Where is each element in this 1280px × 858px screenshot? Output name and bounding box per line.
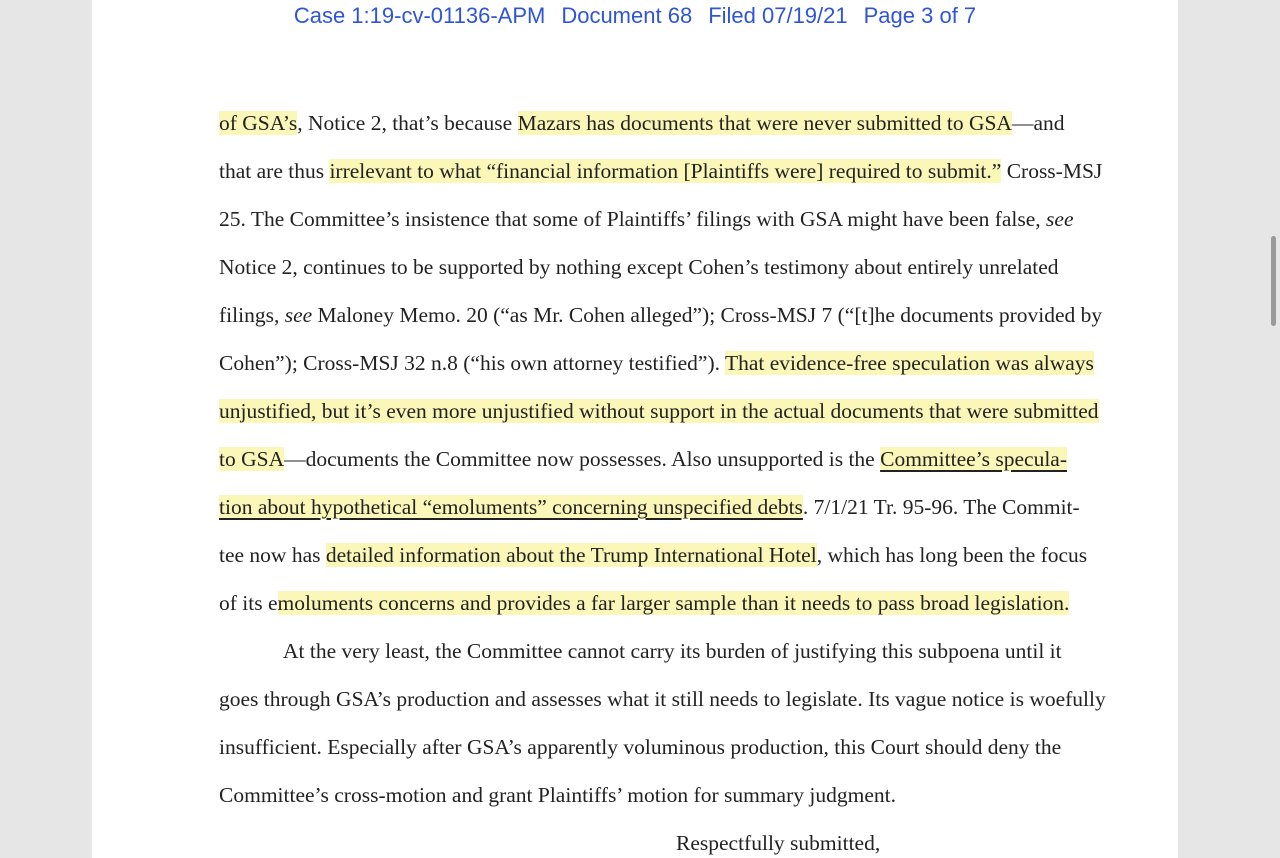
document-page <box>92 0 1178 858</box>
text-line <box>219 730 1062 764</box>
highlighted-text: to GSA <box>219 447 285 471</box>
italic-signal: see <box>284 303 313 327</box>
page-number: Page 3 of 7 <box>863 3 977 28</box>
signature-block: Respectfully submitted, <box>676 831 881 855</box>
text-line <box>219 346 1094 380</box>
text-line <box>219 298 1103 332</box>
text-segment: Notice 2, continues to be supported by nothing except Cohen’s testimony about entirely unrelated <box>219 255 1059 279</box>
text-segment: that are thus <box>219 159 330 183</box>
document-number: Document 68 <box>561 3 693 28</box>
text-segment: tee now has <box>219 543 326 567</box>
filed-date: Filed 07/19/21 <box>708 3 848 28</box>
text-segment: goes through GSA’s production and assesses what it still needs to legislate. Its vague notice is woefully <box>219 687 1106 711</box>
highlighted-text: irrelevant to what “financial information [Plaintiffs were] required to submit.” <box>329 159 1002 183</box>
text-segment: 25. The Committee’s insistence that some of Plaintiffs’ filings with GSA might have been false, <box>219 207 1047 231</box>
text-segment: —and <box>1011 111 1065 135</box>
highlighted-text: That evidence-free speculation was always <box>724 351 1094 375</box>
court-filing-header <box>92 3 1178 29</box>
text-segment: . 7/1/21 Tr. 95-96. The Commit- <box>802 495 1080 519</box>
text-segment: Cross-MSJ <box>1001 159 1103 183</box>
highlighted-text: tion about hypothetical “emoluments” concerning unspecified debts <box>219 495 803 519</box>
text-segment: Cohen”); Cross-MSJ 32 n.8 (“his own attorney testified”). <box>219 351 725 375</box>
text-line <box>219 250 1059 284</box>
highlighted-text: detailed information about the Trump International Hotel <box>325 543 817 567</box>
text-line <box>219 538 1088 572</box>
text-line <box>219 442 1067 476</box>
text-line <box>219 778 1051 812</box>
text-line <box>219 202 1074 236</box>
case-number: Case 1:19-cv-01136-APM <box>293 3 546 28</box>
text-segment: At the very least, the Committee cannot carry its burden of justifying this subpoena until it <box>283 639 1062 663</box>
text-line <box>219 154 1103 188</box>
text-line <box>219 394 1099 428</box>
text-line <box>219 586 1070 620</box>
text-segment: , which has long been the focus <box>816 543 1088 567</box>
text-line <box>219 682 1106 716</box>
text-segment: of its e <box>219 591 278 615</box>
highlighted-text: moluments concerns and provides a far larger sample than it needs to pass broad legislation. <box>277 591 1070 615</box>
text-segment: insufficient. Especially after GSA’s apparently voluminous production, this Court should deny the <box>219 735 1062 759</box>
highlighted-text: Committee’s specula- <box>880 447 1067 471</box>
highlighted-text: of GSA’s <box>219 111 298 135</box>
text-segment: —documents the Committee now possesses. Also unsupported is the <box>284 447 881 471</box>
vertical-scrollbar[interactable] <box>1271 236 1276 326</box>
text-line <box>219 106 1065 140</box>
text-segment: filings, <box>219 303 285 327</box>
highlighted-text: Mazars has documents that were never submitted to GSA <box>517 111 1012 135</box>
italic-signal: see <box>1046 207 1074 231</box>
text-line <box>219 490 1080 524</box>
text-line <box>219 634 1062 668</box>
text-segment: Maloney Memo. 20 (“as Mr. Cohen alleged”); Cross-MSJ 7 (“[t]he documents provided by <box>312 303 1103 327</box>
text-segment: Committee’s cross-motion and grant Plaintiffs’ motion for summary judgment. <box>219 783 896 807</box>
text-segment: , Notice 2, that’s because <box>297 111 518 135</box>
highlighted-text: unjustified, but it’s even more unjustified without support in the actual documents that were submitted <box>219 399 1099 423</box>
